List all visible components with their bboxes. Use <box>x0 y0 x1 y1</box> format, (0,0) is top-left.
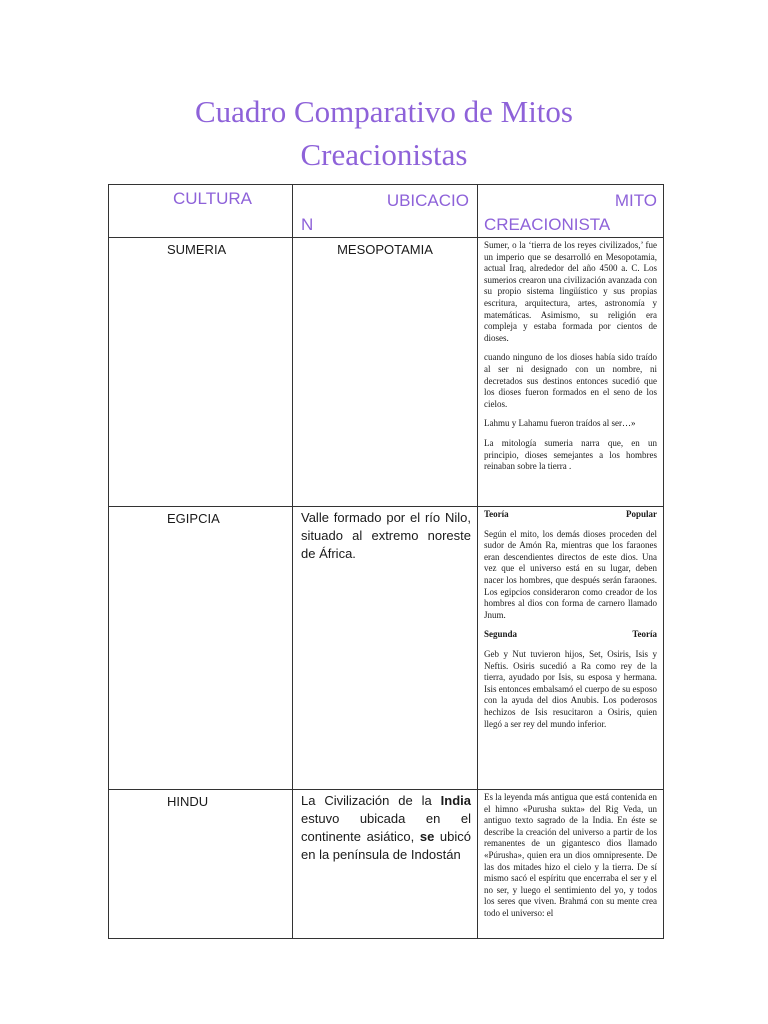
header-cultura: CULTURA <box>109 185 293 238</box>
location-text: La Civilización de la <box>301 793 441 808</box>
table-row <box>109 238 664 507</box>
header-ubicacion-line-1: UBICACIO <box>386 191 469 210</box>
myth-paragraph: La mitología sumeria narra que, en un principio, dioses semejantes a los hombres reinaban sobre la tierra . <box>484 437 657 472</box>
culture-cell: SUMERIA <box>109 238 293 507</box>
title-line-1: Cuadro Comparativo de Mitos <box>195 94 573 129</box>
culture-cell: EGIPCIA <box>109 507 293 790</box>
myth-cell <box>478 790 664 939</box>
myth-subheading <box>484 629 657 641</box>
location-cell: MESOPOTAMIA <box>293 238 478 507</box>
subheading-word: Teoría <box>484 509 509 519</box>
header-mito-line-1: MITO <box>614 191 657 210</box>
location-cell: Valle formado por el río Nilo, situado al extremo noreste de África. <box>293 507 478 790</box>
myth-paragraph: cuando ninguno de los dioses había sido traído al ser ni designado con un nombre, ni decretados sus destinos entonces sucedió que los dioses fueron formados en el seno de los cielos. <box>484 352 657 409</box>
subheading-word: Segunda <box>484 629 518 640</box>
header-row <box>109 185 664 238</box>
location-cell <box>293 790 478 939</box>
myth-paragraph: Geb y Nut tuvieron hijos, Set, Osiris, Isis y Neftis. Osiris sucedió a Ra como rey de la tierra, ayudado por Isis, su esposa y hermana. Isis entonces embalsamó el cuerpo de su esposo con la ayuda del dios Anubis. Los poderosos hechizos de Isis resucitaron a Osiris, quien llegó a ser rey del mundo inferior. <box>484 648 657 729</box>
myth-cell <box>478 238 664 507</box>
table-row <box>109 790 664 939</box>
header-ubicacion-line-2: N <box>301 215 314 234</box>
title-line-2: Creacionistas <box>300 137 468 172</box>
location-text: ubicó en la península de Indostán <box>301 829 471 862</box>
document-title <box>0 90 768 176</box>
myth-cell <box>478 507 664 790</box>
culture-cell: HINDU <box>109 790 293 939</box>
location-bold: se <box>419 829 435 844</box>
header-mito-line-2: CREACIONISTA <box>484 215 611 234</box>
header-ubicacion <box>293 185 478 238</box>
table-row <box>109 507 664 790</box>
location-bold: India <box>440 793 471 808</box>
comparison-table <box>108 184 664 939</box>
myth-paragraph: Es la leyenda más antigua que está contenida en el himno «Purusha sukta» del Rig Veda, un antiguo texto sagrado de la India. En éste se describe la creación del universo a partir de los remanentes de un gigantesco dios llamado «Púrusha», quien era un dios omnipresente. De las dos mitades hizo el cielo y la tierra. De sí mismo sacó el espíritu que encerraba el ser y el no ser, y luego el sentimiento del yo, y todos los seres que viven. Brahmá con su mente crea todo el universo: el <box>484 792 657 918</box>
myth-subheading <box>484 509 657 521</box>
myth-paragraph: Sumer, o la ‘tierra de los reyes civilizados,’ fue un imperio que se desarrolló en Mesopotamia, actual Iraq, alrededor del año 4500 a. C. Los sumerios crearon una civilización avanzada con su propio sistema lingüístico y sus propias escritura, arquitectura, artes, astronomía y matemáticas. Asimismo, su religión era compleja y estaba formada por cientos de dioses. <box>484 240 657 343</box>
header-mito <box>478 185 664 238</box>
myth-paragraph: Lahmu y Lahamu fueron traídos al ser…» <box>484 418 636 429</box>
location-text: estuvo ubicada en el continente asiático, <box>301 811 471 844</box>
subheading-word: Teoría <box>632 629 657 640</box>
subheading-word: Popular <box>625 509 657 519</box>
myth-paragraph: Según el mito, los demás dioses proceden del sudor de Amón Ra, mientras que los faraones eran descendientes directos de este dios. Una vez que el universo está en su lugar, deben nacer los hombres, que después serán faraones. Los egipcios consideraron como creador de los hombres al dios con forma de carnero llamado Jnum. <box>484 528 657 620</box>
